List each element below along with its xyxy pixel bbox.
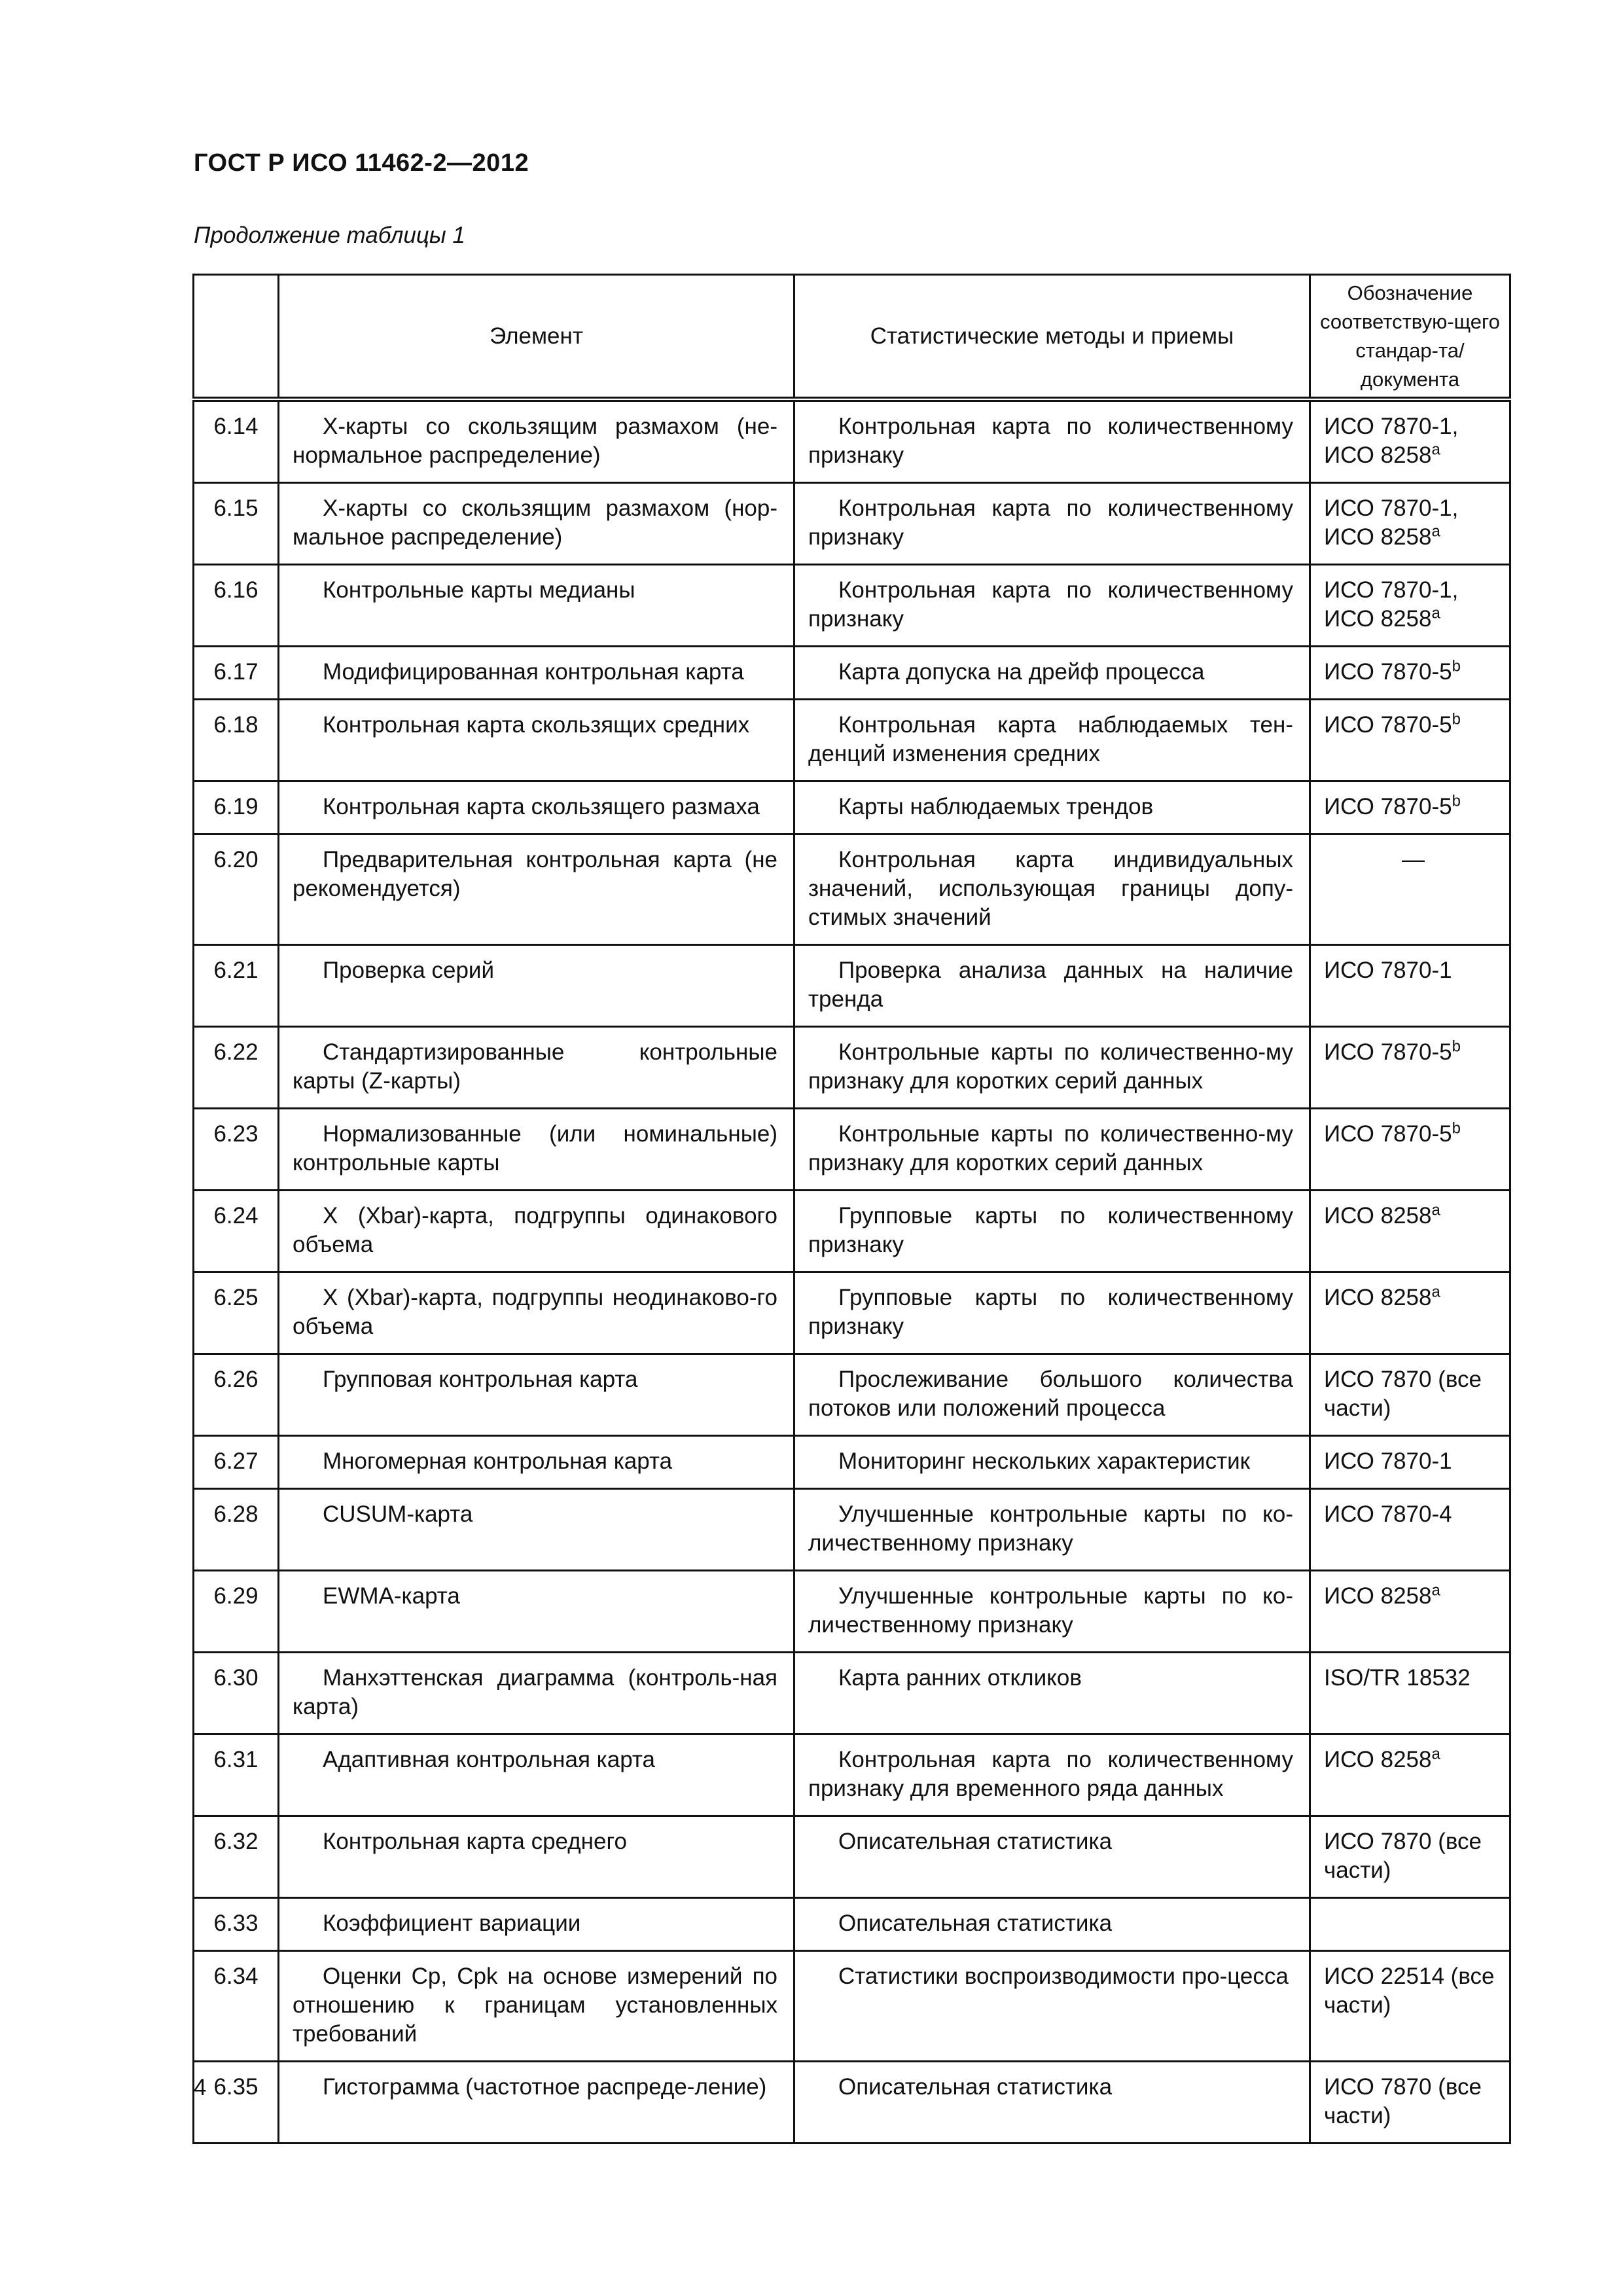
row-element: X (Xbar)-карта, подгруппы одинакового объема [279,1191,794,1272]
row-element: Модифицированная контрольная карта [279,647,794,700]
row-number: 6.30 [194,1653,279,1734]
row-element: Контрольная карта скользящих средних [279,700,794,781]
row-number: 6.17 [194,647,279,700]
standard-label: ИСО 7870-1, ИСО 8258 [1324,414,1459,468]
row-number: 6.23 [194,1109,279,1191]
row-method: Прослеживание большого количества потоков или положений процесса [794,1354,1310,1436]
row-standard [1310,1571,1510,1653]
table-row [194,565,1510,647]
footnote-marker: a [1431,1745,1440,1763]
header-element: Элемент [279,275,794,400]
standard-label: ИСО 7870-5 [1324,1121,1452,1147]
table-row [194,1109,1510,1191]
row-method: Мониторинг нескольких характеристик [794,1436,1310,1489]
row-element: Манхэттенская диаграмма (контроль-ная карта) [279,1653,794,1734]
row-method: Контрольные карты по количественно-му признаку для коротких серий данных [794,1027,1310,1109]
row-method: Контрольная карта по количественному признаку для временного ряда данных [794,1734,1310,1816]
row-element: X-карты со скользящим размахом (не-нормальное распределение) [279,399,794,483]
row-number: 6.34 [194,1951,279,2062]
row-standard [1310,1898,1510,1951]
row-standard [1310,565,1510,647]
row-number: 6.15 [194,483,279,565]
table-row [194,1653,1510,1734]
table-row [194,1734,1510,1816]
row-number: 6.35 [194,2062,279,2144]
row-number: 6.28 [194,1489,279,1571]
table-row [194,1489,1510,1571]
table-row [194,1272,1510,1354]
row-standard [1310,834,1510,945]
row-standard [1310,399,1510,483]
footnote-marker: a [1431,522,1440,541]
row-element: CUSUM-карта [279,1489,794,1571]
table-row [194,700,1510,781]
row-method: Контрольные карты по количественно-му признаку для коротких серий данных [794,1109,1310,1191]
table-row [194,945,1510,1027]
footnote-marker: b [1452,657,1461,675]
footnote-marker: b [1452,1037,1461,1056]
row-standard [1310,1191,1510,1272]
row-method: Статистики воспроизводимости про-цесса [794,1951,1310,2062]
row-element: EWMA-карта [279,1571,794,1653]
footnote-marker: a [1431,1581,1440,1600]
standard-label: ИСО 7870-5 [1324,794,1452,819]
standard-label: ИСО 7870 (все части) [1324,1367,1482,1421]
table-body [194,399,1510,2144]
row-standard [1310,781,1510,834]
row-standard [1310,1951,1510,2062]
row-element: Проверка серий [279,945,794,1027]
footnote-marker: b [1452,1119,1461,1138]
row-number: 6.18 [194,700,279,781]
row-number: 6.20 [194,834,279,945]
row-method: Описательная статистика [794,1898,1310,1951]
row-number: 6.27 [194,1436,279,1489]
table-row [194,781,1510,834]
footnote-marker: a [1431,1283,1440,1301]
row-standard [1310,1109,1510,1191]
standard-label: ИСО 7870-1, ИСО 8258 [1324,577,1459,632]
row-number: 6.24 [194,1191,279,1272]
standard-label: ИСО 22514 (все части) [1324,1964,1495,2018]
standard-label: ИСО 7870 (все части) [1324,1829,1482,1883]
row-element: Оценки Cp, Cpk на основе измерений по отношению к границам установленных требований [279,1951,794,2062]
row-method: Контрольная карта по количественному признаку [794,399,1310,483]
standard-label: ИСО 7870-1, ИСО 8258 [1324,495,1459,550]
row-standard [1310,1489,1510,1571]
row-number: 6.33 [194,1898,279,1951]
row-element: Контрольная карта скользящего размаха [279,781,794,834]
row-standard [1310,1027,1510,1109]
standard-label: ИСО 7870-5 [1324,659,1452,685]
row-number: 6.14 [194,399,279,483]
standard-label: — [1402,847,1425,872]
footnote-marker: b [1452,710,1461,728]
row-element: Многомерная контрольная карта [279,1436,794,1489]
standard-label: ИСО 8258 [1324,1583,1432,1609]
row-method: Контрольная карта по количественному признаку [794,483,1310,565]
header-method: Статистические методы и приемы [794,275,1310,400]
row-number: 6.25 [194,1272,279,1354]
table-row [194,1436,1510,1489]
row-number: 6.29 [194,1571,279,1653]
row-standard [1310,1734,1510,1816]
row-method: Улучшенные контрольные карты по ко-личественному признаку [794,1571,1310,1653]
table-row [194,399,1510,483]
row-element: Гистограмма (частотное распреде-ление) [279,2062,794,2144]
row-standard [1310,2062,1510,2144]
header-standard: Обозначение соответствую-щего стандар-та/документа [1310,275,1510,400]
standard-label: ИСО 7870 (все части) [1324,2074,1482,2128]
row-element: X (Xbar)-карта, подгруппы неодинаково-го объема [279,1272,794,1354]
row-element: Предварительная контрольная карта (не рекомендуется) [279,834,794,945]
standard-label: ИСО 7870-5 [1324,1039,1452,1065]
page-number: 4 [194,2075,207,2100]
row-number: 6.19 [194,781,279,834]
row-standard [1310,1354,1510,1436]
table-row [194,1354,1510,1436]
table-row [194,1191,1510,1272]
table-row [194,483,1510,565]
standard-label: ИСО 7870-5 [1324,712,1452,738]
row-number: 6.21 [194,945,279,1027]
table-row [194,1816,1510,1898]
row-standard [1310,945,1510,1027]
row-element: X-карты со скользящим размахом (нор-мальное распределение) [279,483,794,565]
row-standard [1310,483,1510,565]
standard-label: ИСО 7870-1 [1324,958,1452,983]
row-element: Контрольная карта среднего [279,1816,794,1898]
row-method: Контрольная карта наблюдаемых тен-денций изменения средних [794,700,1310,781]
table-row [194,2062,1510,2144]
row-method: Карты наблюдаемых трендов [794,781,1310,834]
row-method: Контрольная карта индивидуальных значений, использующая границы допу-стимых значений [794,834,1310,945]
footnote-marker: a [1431,604,1440,622]
table-row [194,1898,1510,1951]
standard-label: ИСО 7870-1 [1324,1448,1452,1474]
row-element: Контрольные карты медианы [279,565,794,647]
footnote-marker: a [1431,1201,1440,1219]
standard-label: ISO/TR 18532 [1324,1665,1471,1691]
standard-label: ИСО 8258 [1324,1285,1432,1310]
row-method: Контрольная карта по количественному признаку [794,565,1310,647]
row-standard [1310,1272,1510,1354]
row-standard [1310,647,1510,700]
row-element: Адаптивная контрольная карта [279,1734,794,1816]
table-header-row [194,275,1510,400]
standard-label: ИСО 7870-4 [1324,1501,1452,1527]
table-row [194,1951,1510,2062]
standard-label: ИСО 8258 [1324,1203,1432,1229]
row-number: 6.31 [194,1734,279,1816]
row-method: Описательная статистика [794,1816,1310,1898]
row-number: 6.16 [194,565,279,647]
document-header: ГОСТ Р ИСО 11462-2—2012 [194,149,529,177]
row-standard [1310,1436,1510,1489]
row-method: Карта допуска на дрейф процесса [794,647,1310,700]
row-number: 6.32 [194,1816,279,1898]
row-method: Карта ранних откликов [794,1653,1310,1734]
row-standard [1310,1653,1510,1734]
footnote-marker: a [1431,440,1440,459]
table-row [194,1571,1510,1653]
row-standard [1310,1816,1510,1898]
row-number: 6.26 [194,1354,279,1436]
standard-label: ИСО 8258 [1324,1747,1432,1772]
table-row [194,647,1510,700]
row-element: Групповая контрольная карта [279,1354,794,1436]
row-element: Стандартизированные контрольные карты (Z-карты) [279,1027,794,1109]
row-element: Нормализованные (или номинальные) контрольные карты [279,1109,794,1191]
table-caption: Продолжение таблицы 1 [194,223,465,248]
row-method: Проверка анализа данных на наличие тренда [794,945,1310,1027]
standards-table [192,274,1511,2144]
row-method: Улучшенные контрольные карты по ко-личественному признаку [794,1489,1310,1571]
row-method: Групповые карты по количественному признаку [794,1272,1310,1354]
row-standard [1310,700,1510,781]
row-number: 6.22 [194,1027,279,1109]
row-method: Описательная статистика [794,2062,1310,2144]
table-row [194,834,1510,945]
footnote-marker: b [1452,792,1461,810]
row-element: Коэффициент вариации [279,1898,794,1951]
table-row [194,1027,1510,1109]
row-method: Групповые карты по количественному признаку [794,1191,1310,1272]
header-number [194,275,279,400]
